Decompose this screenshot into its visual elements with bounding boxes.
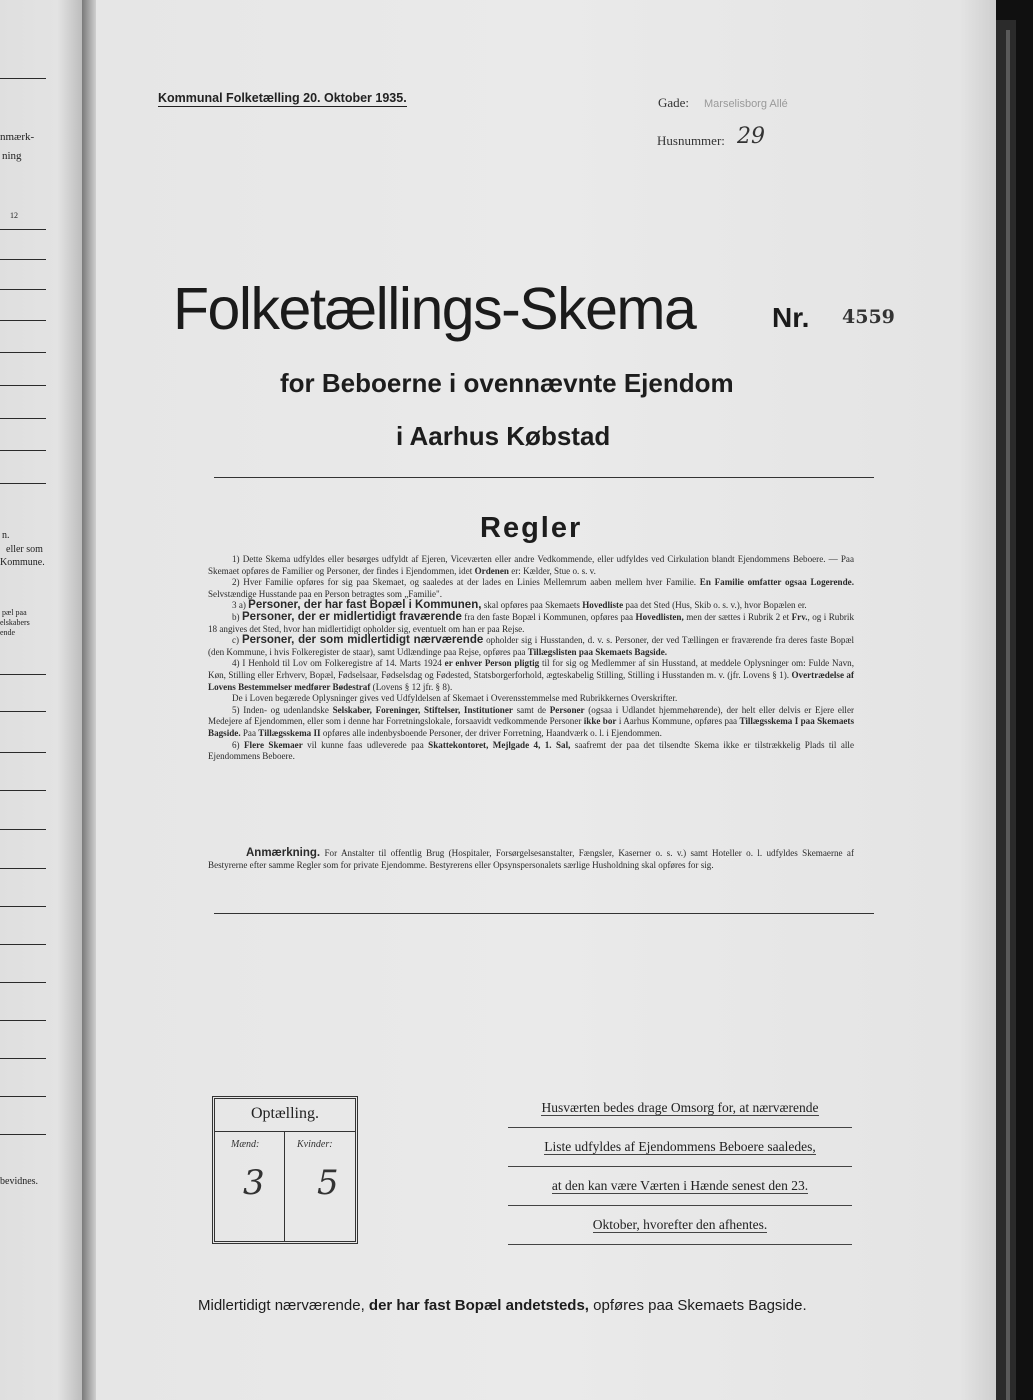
- divider: [214, 477, 874, 478]
- note-text: For Anstalter til offentlig Brug (Hospitaler, Forsørgelsesanstalter, Fængsler, Kaserner o. s. v.) samt Hoteller o. l. udfyldes Skemaerne af Bestyrerne efter samme Regler som for private Ejendomme. Bestyrerens eller Opsynspersonalets særlige Husholdning skal opføres for sig.: [208, 848, 854, 870]
- divider: [0, 1096, 46, 1097]
- house-number-label: Husnummer:: [657, 133, 725, 148]
- divider: [0, 259, 46, 260]
- left-text: ning: [2, 150, 22, 162]
- divider: [0, 320, 46, 321]
- left-text: ende: [0, 628, 16, 637]
- host-notice-line: Liste udfyldes af Ejendommens Beboere saaledes,: [544, 1139, 816, 1154]
- street-label: Gade:: [658, 95, 690, 110]
- count-title: Optælling.: [215, 1099, 355, 1132]
- street-stamp: Marselisborg Allé: [704, 98, 788, 110]
- rule-5: 5) Inden- og udenlandske Selskaber, Foreninger, Stiftelser, Institutioner samt de Personer (ogsaa i Udlandet hjemmehørende), der helt eller delvis er Ejere eller Medejere af Ejendommen, eller som i denne har Forretningslokale, forsaavidt vedkommende Personer ikke bor i Aarhus Kommune, opføres paa Tillægsskema I paa Skemaets Bagside. Paa Tillægsskema II opføres alle indenbysboende Personer, der driver Forretning, Haandværk o. l. i Ejendommen.: [208, 704, 855, 738]
- divider: [0, 1134, 46, 1135]
- divider: [214, 913, 874, 914]
- footer-instruction: Midlertidigt nærværende, der har fast Bopæl andetsteds, opføres paa Skemaets Bagside.: [198, 1297, 807, 1314]
- divider: [0, 483, 46, 484]
- form-title: Folketællings-Skema: [173, 276, 696, 342]
- rule-3b: b) Personer, der er midlertidigt fraværende fra den faste Bopæl i Kommunen, opføres paa Hovedlisten, men der sættes i Rubrik 2 et Frv., og i Rubrik 18 angives det Sted, hvor han midlertidigt opholder sig, eventuelt om han er paa Rejse.: [208, 610, 854, 634]
- rule-1: 1) Dette Skema udfyldes eller besørges udfyldt af Ejeren, Viceværten eller andre Vedkommende, eller udfyldes ved Cirkulation blandt Ejendommens Beboere. — Paa Skemaet opføres de Familier og Personer, der findes i Ejendommen, idet Ordenen er: Kælder, Stue o. s. v.: [208, 554, 854, 576]
- left-text: Kommune.: [0, 557, 45, 568]
- women-count: 5: [317, 1163, 339, 1203]
- left-text: eller som: [6, 544, 43, 555]
- census-header: Kommunal Folketælling 20. Oktober 1935.: [158, 91, 407, 105]
- divider: [0, 982, 46, 983]
- divider: [0, 289, 46, 290]
- subtitle-residents: for Beboerne i ovennævnte Ejendom: [280, 368, 734, 398]
- rule-6: 6) Flere Skemaer vil kunne faas udleverede paa Skattekontoret, Mejlgade 4, 1. Sal, saafremt der paa det tilsendte Skema ikke er tilstrækkelig Plads til alle Ejendommens Beboere.: [208, 739, 854, 762]
- rules-heading: Regler: [480, 512, 583, 544]
- men-count: 3: [243, 1163, 265, 1203]
- divider: [0, 868, 46, 869]
- men-label: Mænd:: [231, 1139, 260, 1150]
- left-text: n.: [2, 530, 10, 541]
- count-box: [212, 1096, 358, 1244]
- divider: [0, 1058, 46, 1059]
- left-text: pæl paa: [2, 608, 27, 617]
- left-page-fragment: [0, 0, 82, 1400]
- house-number-handwritten: 29: [737, 124, 765, 149]
- rule-4b: De i Loven begærede Oplysninger gives ved Udfyldelsen af Skemaet i Overensstemmelse med Rubrikkernes Overskrifter.: [232, 693, 678, 704]
- host-notice: [508, 1100, 852, 1256]
- host-notice-line: Husværten bedes drage Omsorg for, at nærværende: [541, 1100, 819, 1115]
- divider: [0, 944, 46, 945]
- divider: [0, 752, 46, 753]
- note-label: Anmærkning.: [246, 847, 321, 859]
- column-divider: [284, 1131, 285, 1241]
- number-label: Nr.: [772, 302, 810, 333]
- divider: [0, 674, 46, 675]
- rule-3c: c) Personer, der som midlertidigt nærværende opholder sig i Husstanden, d. v. s. Personer, der ved Tællingen er fraværende fra deres faste Bopæl (den Kommune, i hvis Folkeregister de staar), samt Udlændinge paa Rejse, opføres paa Tillægslisten paa Skemaets Bagside.: [208, 634, 855, 657]
- divider: [0, 906, 46, 907]
- divider: [0, 1020, 46, 1021]
- left-text: bevidnes.: [0, 1176, 39, 1187]
- host-notice-line: at den kan være Værten i Hænde senest den 23.: [551, 1178, 809, 1193]
- left-text: 12: [10, 211, 18, 220]
- host-notice-line: Oktober, hvorefter den afhentes.: [592, 1217, 768, 1232]
- rules-text: [208, 554, 854, 763]
- note: [208, 848, 854, 872]
- divider: [0, 418, 46, 419]
- women-label: Kvinder:: [297, 1139, 333, 1150]
- divider: [0, 352, 46, 353]
- divider: [0, 790, 46, 791]
- form-number: 4559: [842, 306, 895, 328]
- subtitle-town: i Aarhus Købstad: [396, 421, 611, 451]
- divider: [0, 829, 46, 830]
- divider: [0, 385, 46, 386]
- book-gutter: [82, 0, 96, 1400]
- divider: [0, 78, 46, 79]
- divider: [0, 229, 46, 230]
- census-form-page: [96, 0, 996, 1400]
- rule-3a: 3 a) Personer, der har fast Bopæl i Kommunen, skal opføres paa Skemaets Hovedliste paa det Sted (Hus, Skib o. s. v.), hvor Bopælen er.: [232, 599, 807, 612]
- rule-4: 4) I Henhold til Lov om Folkeregistre af 14. Marts 1924 er enhver Person pligtig til for sig og Medlemmer af sin Husstand, at meddele Oplysninger om: Fulde Navn, Køn, Stilling eller Erhverv, Bopæl, Fødselsaar, Fødselsdag og Fødested, Statsborgerforhold, ægteskabelig Stilling, Stilling i Husstanden m. v. (jfr. Lovens § 1). Overtrædelse af Lovens Bestemmelser medfører Bødestraf (Lovens § 12 jfr. § 8).: [208, 658, 855, 692]
- left-text: nmærk-: [0, 131, 35, 143]
- book-edge: [1006, 30, 1010, 1400]
- left-text: elskabers: [0, 618, 30, 627]
- divider: [0, 711, 46, 712]
- rule-2: 2) Hver Familie opføres for sig paa Skemaet, og saaledes at der lades en Linies Mellemrum aaben mellem hver Familie. En Familie omfatter ogsaa Logerende. Selvstændige Husstande paa en Person betragtes som „Familie".: [208, 577, 854, 599]
- divider: [0, 450, 46, 451]
